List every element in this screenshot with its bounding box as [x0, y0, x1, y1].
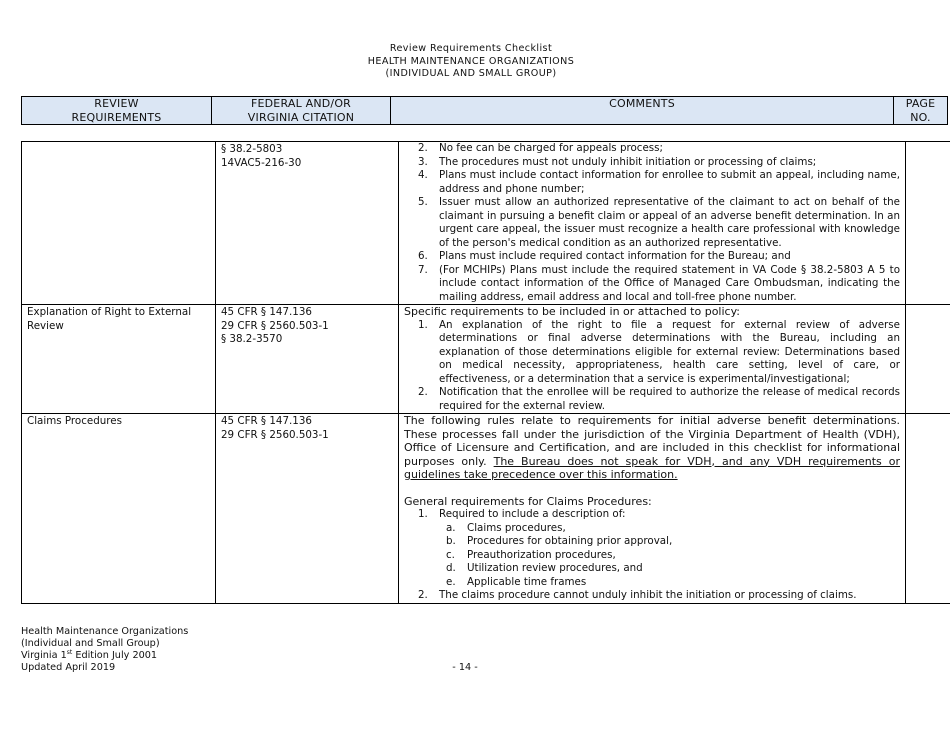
page-cell: [906, 305, 950, 414]
footer-line-4: Updated April 2019: [21, 662, 116, 673]
table-row: [22, 305, 950, 414]
table-row: [22, 414, 950, 604]
header-federal-citation: FEDERAL AND/OR VIRGINIA CITATION: [212, 97, 391, 125]
comments-cell: [399, 142, 906, 305]
table-row: [22, 142, 950, 305]
requirement-cell: Explanation of Right to External Review: [22, 305, 216, 414]
title-line-3: (INDIVIDUAL AND SMALL GROUP): [385, 68, 557, 79]
citation: 14VAC5-216-30: [221, 156, 302, 169]
sub-list-item: e. Applicable time frames: [446, 575, 587, 588]
footer-line-3: Virginia 1st Edition July 2001: [21, 649, 158, 661]
list-item: 3. The procedures must not unduly inhibit initiation or processing of claims;: [418, 155, 817, 168]
list-item: 7. (For MCHIPs) Plans must include the required statement in VA Code § 38.2-5803 A 5 to include contact information of the Office of Managed Care Ombudsman, indicating the mailing address, email address and local and toll-free phone number.: [418, 263, 900, 303]
comments-cell: [399, 305, 906, 414]
sub-list-item: d. Utilization review procedures, and: [446, 562, 643, 574]
citation: 45 CFR § 147.136: [221, 415, 312, 427]
list-item: 2. The claims procedure cannot unduly inhibit the initiation or processing of claims.: [418, 589, 857, 601]
document-title: [0, 43, 942, 81]
sub-list-item: b. Procedures for obtaining prior approval,: [446, 535, 673, 547]
header-comments: COMMENTS: [391, 97, 894, 125]
list-item: 5. Issuer must allow an authorized representative of the claimant to act on behalf of the claimant in pursuing a benefit claim or appeal of an adverse benefit determination. In an urgent care appeal, the issuer must recognize a health care professional with knowledge of the person's medical condition as an authorized representative.: [418, 196, 900, 249]
citation: 29 CFR § 2560.503-1: [221, 319, 329, 332]
title-line-2: HEALTH MAINTENANCE ORGANIZATIONS: [367, 55, 575, 67]
footer: [21, 626, 188, 674]
page-number: - 14 -: [452, 662, 478, 673]
header-review-requirements: REVIEW REQUIREMENTS: [22, 97, 212, 125]
citation-cell: [216, 142, 399, 305]
header-page-no: PAGE NO.: [894, 97, 948, 125]
comments-cell: [399, 414, 906, 604]
page-cell: [906, 414, 950, 604]
claims-paragraph: The following rules relate to requirements for initial adverse benefit determinations. These processes fall under the jurisdiction of the Virginia Department of Health (VDH), Office of Licensure and Certification, and are included in this checklist for informational purposes only. The Bureau does not speak for VDH, and any VDH requirements or guidelines take precedence over this information.: [404, 414, 901, 481]
requirement-cell: [22, 142, 216, 305]
list-item: 1. Required to include a description of:: [418, 508, 626, 520]
list-item: 2. No fee can be charged for appeals process;: [418, 142, 663, 154]
column-header-table: [21, 96, 948, 125]
sub-list-item: a. Claims procedures,: [446, 521, 566, 534]
requirement-cell: Claims Procedures: [22, 414, 216, 604]
citation: 45 CFR § 147.136: [221, 306, 312, 318]
list-item: 6. Plans must include required contact information for the Bureau; and: [418, 250, 791, 262]
citation: 29 CFR § 2560.503-1: [221, 428, 329, 441]
footer-line-2: (Individual and Small Group): [21, 638, 160, 649]
list-item: 1. An explanation of the right to file a request for external review of adverse determinations or final adverse determinations with the Bureau, including an explanation of those determinations eligible for external review: Determinations based on medical necessity, appropriateness, health care setting, level of care, or effectiveness, or a determination that a service is experimental/investigational;: [418, 318, 900, 385]
underlined-note: The Bureau does not speak for VDH, and any VDH requirements or guidelines take precedence over this information.: [404, 454, 901, 481]
intro-text: Specific requirements to be included in or attached to policy:: [404, 305, 741, 318]
footer-line-1: Health Maintenance Organizations: [21, 626, 189, 637]
title-line-1: Review Requirements Checklist: [389, 43, 553, 54]
checklist-table: [21, 141, 950, 604]
sub-list-item: c. Preauthorization procedures,: [446, 548, 616, 561]
general-requirements-heading: General requirements for Claims Procedures:: [404, 494, 652, 508]
page-cell: [906, 142, 950, 305]
citation-cell: [216, 305, 399, 414]
list-item: 2. Notification that the enrollee will be required to authorize the release of medical records required for the external review.: [418, 386, 900, 412]
list-item: 4. Plans must include contact information for enrollee to submit an appeal, including name, address and phone number;: [418, 169, 900, 195]
citation-cell: [216, 414, 399, 604]
citation: § 38.2-5803: [221, 143, 283, 155]
citation: § 38.2-3570: [221, 333, 283, 345]
